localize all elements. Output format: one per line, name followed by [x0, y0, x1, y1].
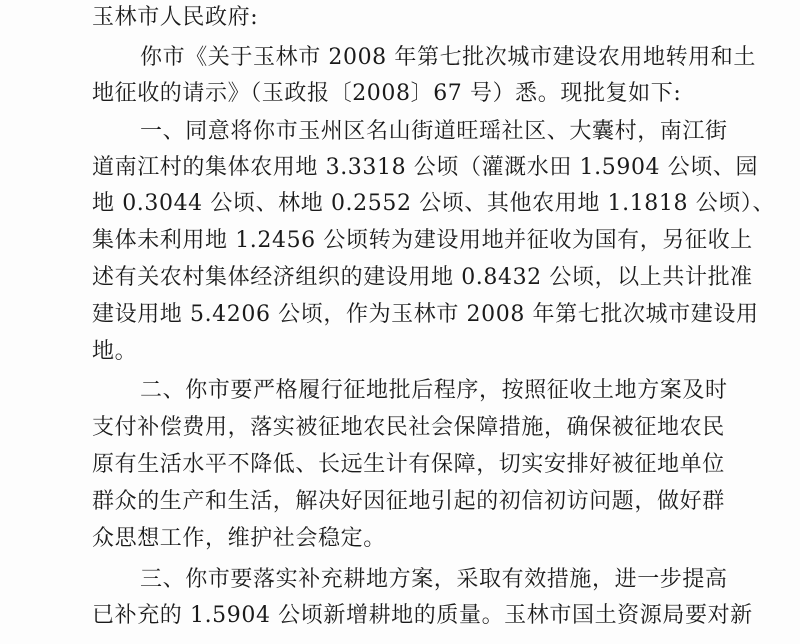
paragraph-1-line-4: 集体未利用地 1.2456 公顷转为建设用地并征收为国有，另征收上 [92, 228, 753, 253]
paragraph-2-line-3: 原有生活水平不降低、长远生计有保障，切实安排好被征地单位 [92, 452, 725, 477]
paragraph-2-line-5: 众思想工作，维护社会稳定。 [92, 526, 386, 551]
paragraph-3-line-2: 已补充的 1.5904 公顷新增耕地的质量。玉林市国土资源局要对新 [92, 603, 753, 628]
paragraph-1-line-6: 建设用地 5.4206 公顷，作为玉林市 2008 年第七批次城市建设用 [92, 302, 759, 327]
paragraph-2-line-2: 支付补偿费用，落实被征地农民社会保障措施，确保被征地农民 [92, 415, 725, 440]
paragraph-1-line-2: 道南江村的集体农用地 3.3318 公顷（灌溉水田 1.5904 公顷、园 [92, 155, 759, 180]
addressee-line: 玉林市人民政府: [92, 5, 259, 30]
paragraph-3-line-1: 三、你市要落实补充耕地方案，采取有效措施，进一步提高 [140, 567, 728, 592]
paragraph-1-line-7: 地。 [92, 339, 138, 364]
paragraph-1-line-3: 地 0.3044 公顷、林地 0.2552 公顷、其他农用地 1.1818 公顷）、 [92, 191, 776, 216]
paragraph-1-line-5: 述有关农村集体经济组织的建设用地 0.8432 公顷，以上共计批准 [92, 265, 753, 290]
paragraph-intro-line-1: 你市《关于玉林市 2008 年第七批次城市建设农用地转用和土 [140, 45, 756, 70]
paragraph-1-line-1: 一、同意将你市玉州区名山街道旺瑶社区、大囊村，南江街 [140, 119, 728, 144]
paragraph-2-line-1: 二、你市要严格履行征地批后程序，按照征收土地方案及时 [140, 378, 728, 403]
paragraph-intro-line-2: 地征收的请示》（玉政报〔2008〕67 号）悉。现批复如下: [92, 81, 682, 106]
paragraph-2-line-4: 群众的生产和生活，解决好因征地引起的初信初访问题，做好群 [92, 489, 725, 514]
